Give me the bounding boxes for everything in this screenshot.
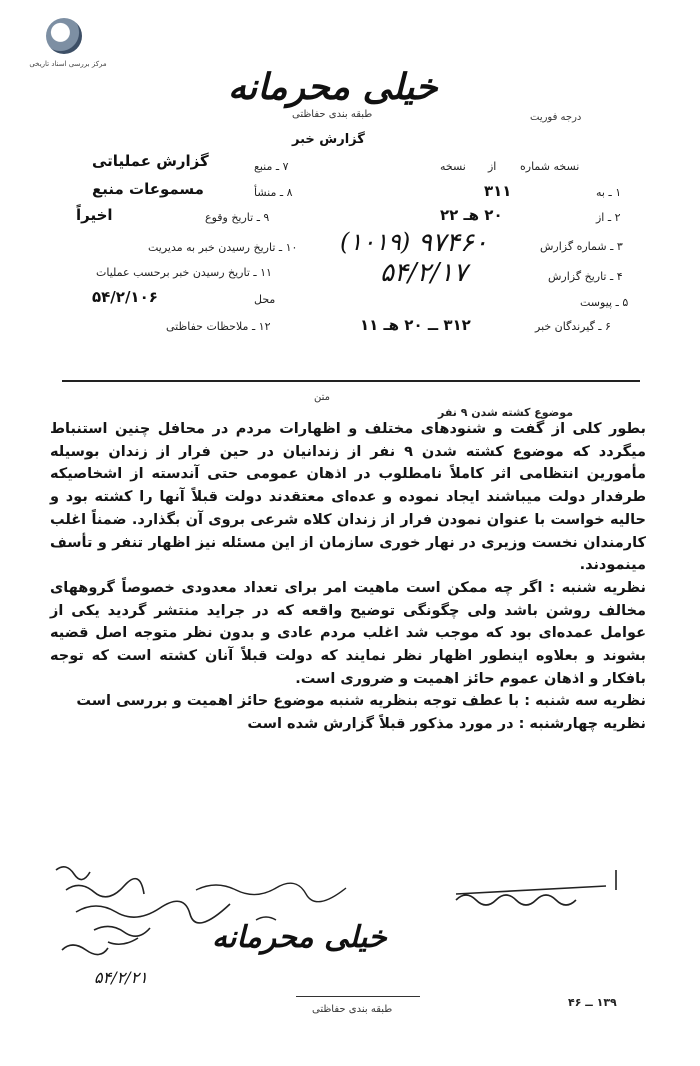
recipients-label: ۶ ـ گیرندگان خبر	[535, 320, 611, 333]
handwritten-ref-number: (۱۰۱۹)	[340, 228, 411, 256]
body-paragraph-1: بطور کلی از گفت و شنودهای مختلف و اظهارات مردم در محافل چنین استنباط میگردد که موضوع کشته شدن ۹ نفر از زندانیان در حین فرار از زندان بوسیله مأمورین انتظامی اثر کاملاً نامطلوب در اذهان عمومی حتی آندسته از اشخاصیکه طرفدار دولت میباشند ایجاد نموده و عده‌ای معتقدند دولت قبلاً آنها را کشته بود و حالیه خواست با عنوان نمودن فرار از زندان کلاه شرعی بروی آن بگذارد. ضمناً اغلب کارمندان نخست وزیری در نهار خوری سازمان از این مسئله نیز اظهار تنفر و تأسف مینمودند.	[50, 421, 646, 574]
section-label: متن	[314, 392, 330, 403]
body-paragraph-2: نظریه شنبه : اگر چه ممکن است ماهیت امر برای تعداد معدودی خصوصاً گروههای مخالف روشن باشد ولی چگونگی توضیح واقعه که در جراید منتشر گردید یکی از عوامل عمده‌ای بود که موجب شد اغلب مردم عادی و بدون نظر متوجه اصل قضیه بشوند و بعلاوه اینطور اظهار نظر نمایند که دولت قبلاً آنان کشته است که توجه بافکار و اذهان عموم حائز اهمیت و ضروری است.	[50, 579, 646, 687]
handwritten-initials	[62, 938, 138, 955]
copy-number-of: از	[488, 160, 497, 173]
field-from-label: ۲ ـ از	[596, 211, 621, 224]
copy-number-label: نسخه شماره	[520, 160, 580, 173]
source-value: گزارش عملیاتی	[92, 152, 209, 170]
report-number-value: ۹۷۴۶۰	[418, 228, 488, 258]
field-from-value: ۲۰ هـ ۲۲	[440, 206, 503, 224]
occurrence-date-value: اخیراً	[76, 206, 113, 224]
archive-logo-caption: مرکز بررسی اسناد تاریخی	[29, 60, 107, 68]
handwritten-scribble-left	[56, 867, 230, 936]
security-notes-label: ۱۲ ـ ملاحظات حفاظتی	[166, 320, 271, 333]
report-title: گزارش خبر	[292, 132, 365, 147]
occurrence-date-label: ۹ ـ تاریخ وقوع	[205, 211, 270, 224]
classification-subtitle: طبقه بندی حفاظتی	[292, 109, 373, 120]
footer-line	[296, 996, 420, 997]
received-date-label: ۱۰ ـ تاریخ رسیدن خبر به مدیریت	[148, 241, 298, 254]
subject-line: موضوع کشته شدن ۹ نفر	[438, 406, 574, 419]
field-to-label: ۱ ـ به	[596, 186, 622, 199]
location-label: محل	[254, 293, 276, 306]
priority-label: درجه فوریت	[530, 112, 582, 123]
body-paragraph-3: نظریه سه شنبه : با عطف توجه بنظریه شنبه موضوع حائز اهمیت و بررسی است	[76, 693, 646, 710]
handwritten-date: ۵۴/۲/۲۱	[94, 968, 148, 987]
source-label: ۷ ـ منبع	[254, 160, 289, 173]
report-body	[50, 418, 646, 736]
body-paragraph-4: نظریه چهارشنبه : در مورد مذکور قبلاً گزارش شده است	[247, 716, 646, 733]
received-ops-date-label: ۱۱ ـ تاریخ رسیدن خبر برحسب عملیات	[96, 266, 272, 279]
handwritten-scribble-right	[456, 870, 616, 905]
report-number-label: ۳ ـ شماره گزارش	[540, 240, 623, 253]
header-divider	[62, 380, 640, 382]
location-value: ۵۴/۲/۱۰۶	[92, 288, 158, 306]
origin-label: ۸ ـ منشأ	[254, 186, 293, 199]
report-date-label: ۴ ـ تاریخ گزارش	[548, 270, 623, 283]
attachment-label: ۵ ـ پیوست	[580, 296, 629, 309]
copy-number-extra: نسخه	[440, 160, 466, 173]
recipients-value: ۳۱۲ ــ ۲۰ هـ ۱۱	[360, 316, 471, 334]
footer-classification-sub: طبقه بندی حفاظتی	[312, 1004, 393, 1015]
report-date-value: ۵۴/۲/۱۷	[380, 258, 468, 288]
page-code: ۱۳۹ ــ ۴۶	[568, 996, 617, 1009]
origin-value: مسموعات منبع	[92, 180, 204, 198]
handwritten-classification: خیلی محرمانه	[212, 920, 387, 955]
archive-logo	[18, 16, 118, 76]
classification-stamp: خیلی محرمانه	[228, 66, 438, 108]
field-to-value: ۳۱۱	[484, 182, 512, 200]
archive-logo-icon	[46, 18, 82, 54]
